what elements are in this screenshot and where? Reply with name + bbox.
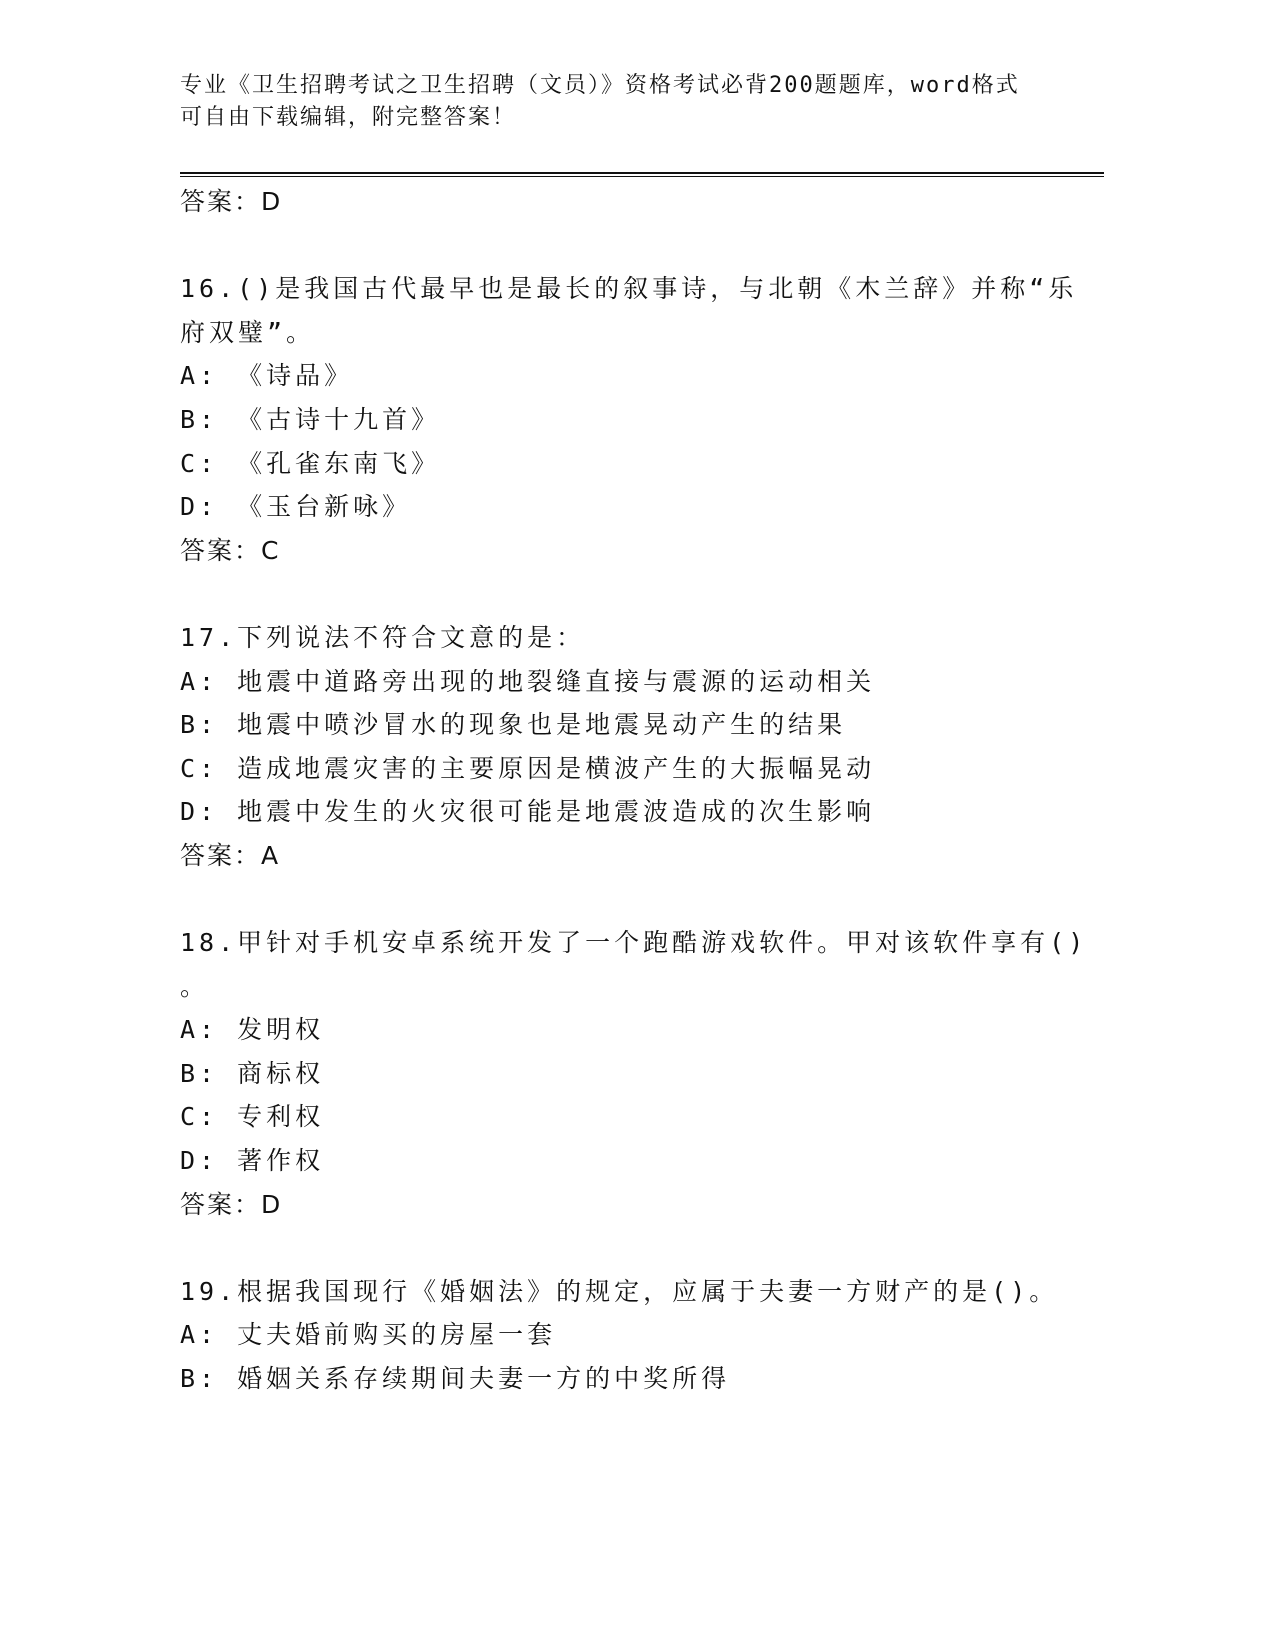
option-b: B: 地震中喷沙冒水的现象也是地震晃动产生的结果 <box>180 710 847 740</box>
option-a: A: 地震中道路旁出现的地裂缝直接与震源的运动相关 <box>180 666 876 696</box>
question-stem: 府双璧”。 <box>180 317 316 347</box>
header-title-line-1: 专业《卫生招聘考试之卫生招聘（文员）》资格考试必背200题题库，word格式 <box>180 73 1020 98</box>
option-b: B: 《古诗十九首》 <box>180 404 441 434</box>
header-title-line-2: 可自由下载编辑，附完整答案！ <box>180 105 517 130</box>
document-header <box>180 70 1040 134</box>
question-16 <box>180 267 1078 572</box>
option-d: D: 《玉台新咏》 <box>180 492 412 522</box>
question-stem: 19.根据我国现行《婚姻法》的规定，应属于夫妻一方财产的是()。 <box>180 1276 1059 1306</box>
option-b: B: 商标权 <box>180 1058 325 1088</box>
option-b: B: 婚姻关系存续期间夫妻一方的中奖所得 <box>180 1364 731 1394</box>
question-18 <box>180 921 1088 1226</box>
header-divider <box>180 172 1104 174</box>
option-c: C: 专利权 <box>180 1102 325 1132</box>
option-c: C: 《孔雀东南飞》 <box>180 448 441 478</box>
header-divider-thin <box>180 176 1104 177</box>
question-stem: 16.()是我国古代最早也是最长的叙事诗，与北朝《木兰辞》并称“乐 <box>180 274 1078 304</box>
option-a: A: 发明权 <box>180 1015 325 1045</box>
spacer <box>180 572 1060 616</box>
question-17 <box>180 616 1060 878</box>
spacer <box>180 224 1060 268</box>
answer-line: 答案：D <box>180 1189 283 1219</box>
spacer <box>180 1226 1060 1270</box>
question-stem: 。 <box>180 971 210 1001</box>
question-stem: 18.甲针对手机安卓系统开发了一个跑酷游戏软件。甲对该软件享有() <box>180 928 1088 958</box>
answer-line: 答案：C <box>180 535 281 565</box>
question-stem: 17.下列说法不符合文意的是： <box>180 622 586 652</box>
question-19 <box>180 1270 1060 1401</box>
answer-line: 答案：D <box>180 187 283 216</box>
option-a: A: 丈夫婚前购买的房屋一套 <box>180 1320 557 1350</box>
option-d: D: 著作权 <box>180 1146 325 1176</box>
question-list <box>180 180 1088 1401</box>
option-c: C: 造成地震灾害的主要原因是横波产生的大振幅晃动 <box>180 753 876 783</box>
spacer <box>180 878 1060 922</box>
option-a: A: 《诗品》 <box>180 361 354 391</box>
answer-line: 答案：A <box>180 840 281 870</box>
option-d: D: 地震中发生的火灾很可能是地震波造成的次生影响 <box>180 797 876 827</box>
